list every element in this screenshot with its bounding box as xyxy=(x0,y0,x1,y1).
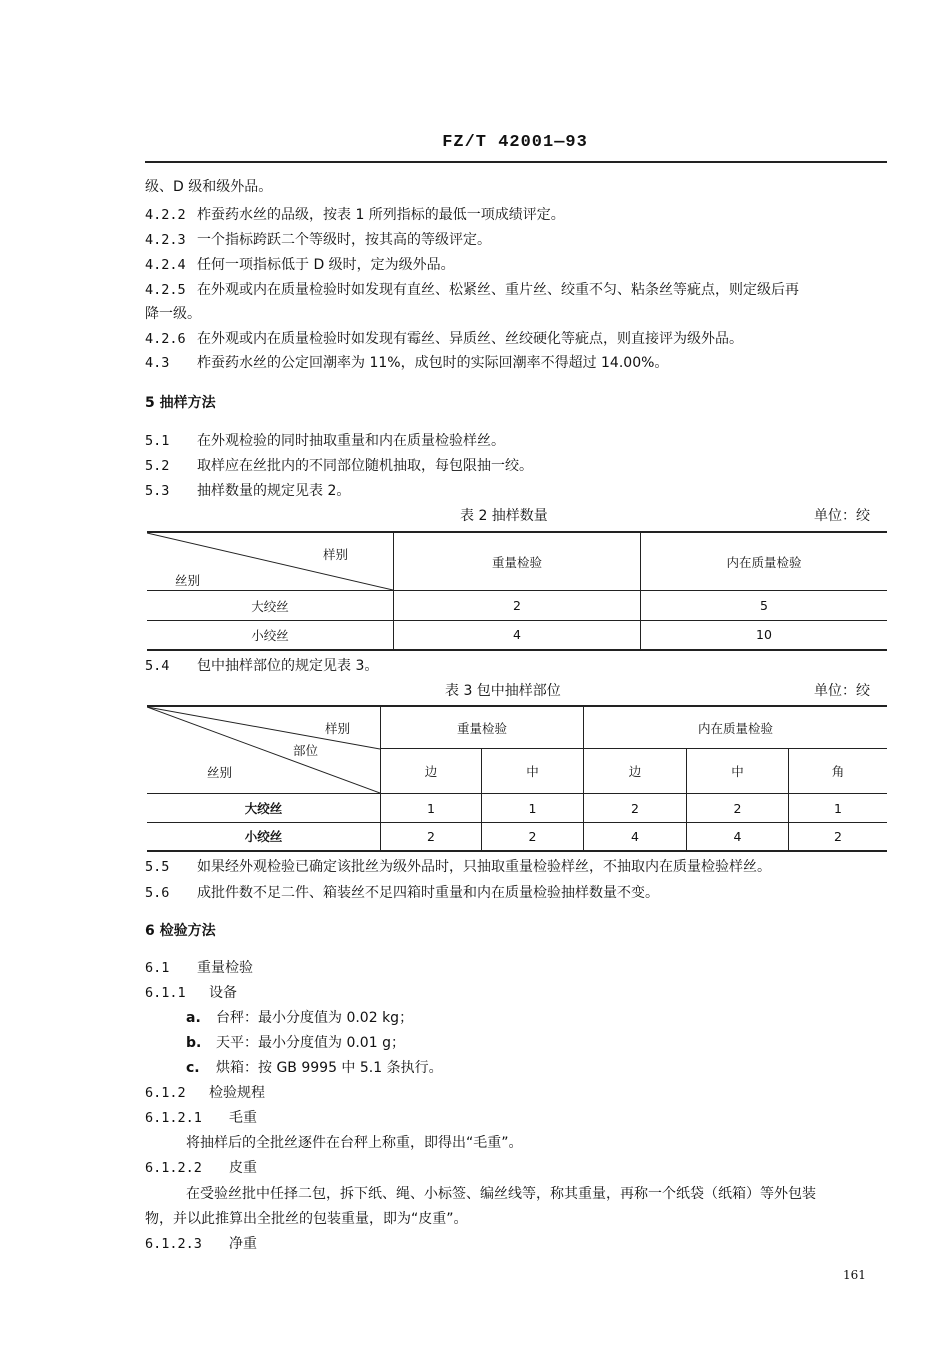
clause-number: 5.5 xyxy=(145,859,170,875)
line-text: 台秤：最小分度值为 0.02 kg； xyxy=(216,1010,414,1026)
clause-number: 6.1 xyxy=(145,960,170,976)
line-text: 在外观或内在质量检验时如发现有直丝、松紧丝、重片丝、绞重不匀、粘条丝等疵点，则定级后再 xyxy=(197,282,799,298)
line-text: 成批件数不足二件、箱装丝不足四箱时重量和内在质量检验抽样数量不变。 xyxy=(197,885,659,901)
text-line xyxy=(145,177,272,197)
table-3-caption: 表 3 包中抽样部位 xyxy=(445,683,561,699)
row-label: 大绞丝 xyxy=(147,794,381,823)
row-label: 大绞丝 xyxy=(147,591,394,621)
corner-label-sample: 样别 xyxy=(325,721,351,736)
clause-number: 4.2.2 xyxy=(145,207,186,223)
line-text: 设备 xyxy=(209,985,237,1001)
line-text: 包中抽样部位的规定见表 3。 xyxy=(197,658,379,674)
column-header: 重量检验 xyxy=(394,532,641,591)
clause-number: 6.1.2.3 xyxy=(145,1236,202,1252)
clause-number: 4.3 xyxy=(145,355,170,371)
item-mark: c. xyxy=(186,1060,200,1076)
table-3-unit: 单位：绞 xyxy=(814,683,870,699)
text-line xyxy=(145,1234,257,1254)
table-cell: 2 xyxy=(584,794,687,823)
table-row xyxy=(147,794,887,823)
line-text: 在外观或内在质量检验时如发现有霉丝、异质丝、丝绞硬化等疵点，则直接评为级外品。 xyxy=(197,331,743,347)
text-line xyxy=(145,353,668,373)
table-2-unit: 单位：绞 xyxy=(814,508,870,524)
clause-number: 6.1.2.1 xyxy=(145,1110,202,1126)
clause-number: 4.2.6 xyxy=(145,331,186,347)
line-text: 如果经外观检验已确定该批丝为级外品时，只抽取重量检验样丝，不抽取内在质量检验样丝。 xyxy=(197,859,771,875)
clause-number: 4.2.5 xyxy=(145,282,186,298)
text-line xyxy=(145,431,505,451)
table-row xyxy=(147,621,887,650)
table-cell: 2 xyxy=(789,823,888,851)
paragraph-line: 将抽样后的全批丝逐件在台秤上称重，即得出“毛重”。 xyxy=(186,1135,523,1151)
table-cell: 2 xyxy=(381,823,482,851)
table-cell: 2 xyxy=(482,823,584,851)
sampling-quantity-table xyxy=(147,531,887,651)
text-line xyxy=(145,1158,257,1178)
line-text: 烘箱：按 GB 9995 中 5.1 条执行。 xyxy=(216,1060,443,1076)
table-cell: 1 xyxy=(482,794,584,823)
table-cell: 2 xyxy=(687,794,789,823)
column-header: 内在质量检验 xyxy=(641,532,888,591)
equipment-item xyxy=(186,1033,405,1053)
sampling-position-table xyxy=(147,705,887,852)
text-line xyxy=(145,329,743,349)
text-line xyxy=(145,230,491,250)
clause-number: 6.1.2.2 xyxy=(145,1160,202,1176)
text-line xyxy=(145,857,771,877)
text-line xyxy=(145,205,565,225)
line-text: 在外观检验的同时抽取重量和内在质量检验样丝。 xyxy=(197,433,505,449)
table-corner-cell xyxy=(147,706,381,794)
text-line xyxy=(145,656,378,676)
line-text: 毛重 xyxy=(229,1110,257,1126)
table-cell: 4 xyxy=(687,823,789,851)
line-text: 取样应在丝批内的不同部位随机抽取，每包限抽一绞。 xyxy=(197,458,533,474)
corner-label-sample: 样别 xyxy=(323,547,349,562)
clause-number: 5.3 xyxy=(145,483,170,499)
text-line xyxy=(145,983,237,1003)
row-label: 小绞丝 xyxy=(147,823,381,851)
line-text: 抽样数量的规定见表 2。 xyxy=(197,483,351,499)
table-cell: 4 xyxy=(394,621,641,650)
clause-number: 5.2 xyxy=(145,458,170,474)
clause-number: 6.1.1 xyxy=(145,985,186,1001)
line-text: 柞蚕药水丝的品级，按表 1 所列指标的最低一项成绩评定。 xyxy=(197,207,565,223)
item-mark: b. xyxy=(186,1035,202,1051)
line-text: 降一级。 xyxy=(145,306,201,322)
table-cell: 4 xyxy=(584,823,687,851)
paragraph-line: 在受验丝批中任择二包，拆下纸、绳、小标签、编丝线等，称其重量，再称一个纸袋（纸箱）等外包装 xyxy=(186,1186,816,1202)
clause-number: 5.1 xyxy=(145,433,170,449)
text-line xyxy=(145,1108,257,1128)
sub-header: 角 xyxy=(789,749,888,794)
paragraph-line: 物，并以此推算出全批丝的包装重量，即为“皮重”。 xyxy=(145,1211,468,1227)
text-line xyxy=(145,958,253,978)
row-label: 小绞丝 xyxy=(147,621,394,650)
table-2-caption: 表 2 抽样数量 xyxy=(460,508,548,524)
clause-number: 4.2.3 xyxy=(145,232,186,248)
clause-number: 6.1.2 xyxy=(145,1085,186,1101)
header-rule xyxy=(145,161,887,163)
table-row xyxy=(147,823,887,851)
group-header: 重量检验 xyxy=(381,706,584,749)
corner-label-silk: 丝别 xyxy=(207,765,233,780)
line-text: 任何一项指标低于 D 级时，定为级外品。 xyxy=(197,257,455,273)
text-line xyxy=(145,304,201,324)
text-line xyxy=(145,1083,265,1103)
table-cell: 5 xyxy=(641,591,888,621)
sub-header: 中 xyxy=(482,749,584,794)
text-line xyxy=(145,280,799,300)
table-row xyxy=(147,591,887,621)
line-text: 天平：最小分度值为 0.01 g； xyxy=(216,1035,405,1051)
group-header: 内在质量检验 xyxy=(584,706,888,749)
equipment-item xyxy=(186,1008,413,1028)
sub-header: 边 xyxy=(381,749,482,794)
text-line xyxy=(145,481,350,501)
line-text: 柞蚕药水丝的公定回潮率为 11%，成包时的实际回潮率不得超过 14.00%。 xyxy=(197,355,669,371)
table-cell: 10 xyxy=(641,621,888,650)
sub-header: 中 xyxy=(687,749,789,794)
table-cell: 1 xyxy=(789,794,888,823)
line-text: 皮重 xyxy=(229,1160,257,1176)
sub-header: 边 xyxy=(584,749,687,794)
clause-number: 5.6 xyxy=(145,885,170,901)
text-line xyxy=(145,883,659,903)
line-text: 净重 xyxy=(229,1236,257,1252)
item-mark: a. xyxy=(186,1010,201,1026)
table-cell: 2 xyxy=(394,591,641,621)
table-corner-cell xyxy=(147,532,394,591)
equipment-item xyxy=(186,1058,443,1078)
line-text: 级、D 级和级外品。 xyxy=(145,179,273,195)
section-heading-5: 5 抽样方法 xyxy=(145,395,216,411)
corner-label-position: 部位 xyxy=(293,743,319,758)
clause-number: 4.2.4 xyxy=(145,257,186,273)
standard-code-header: FZ/T 42001—93 xyxy=(442,133,588,152)
corner-label-silk: 丝别 xyxy=(175,573,201,588)
text-line xyxy=(145,456,533,476)
line-text: 检验规程 xyxy=(209,1085,265,1101)
section-heading-6: 6 检验方法 xyxy=(145,923,216,939)
line-text: 重量检验 xyxy=(197,960,253,976)
line-text: 一个指标跨跃二个等级时，按其高的等级评定。 xyxy=(197,232,491,248)
table-cell: 1 xyxy=(381,794,482,823)
clause-number: 5.4 xyxy=(145,658,170,674)
text-line xyxy=(145,255,455,275)
page-number: 161 xyxy=(843,1268,866,1282)
